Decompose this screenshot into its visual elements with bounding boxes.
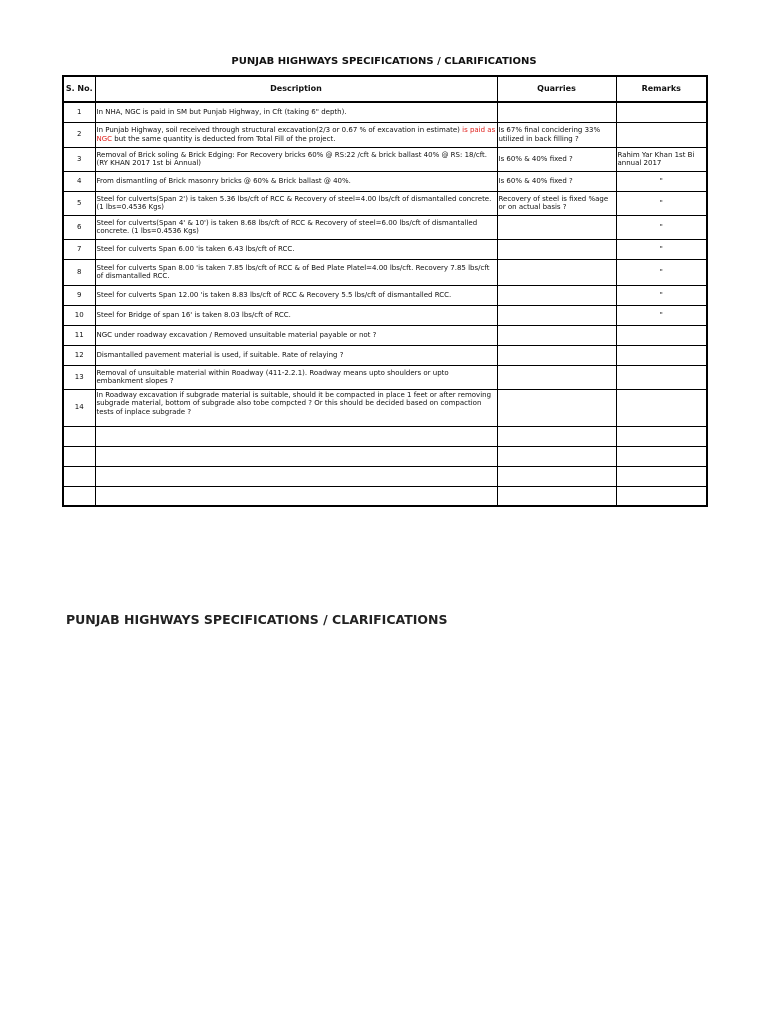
row-quarries xyxy=(497,305,616,325)
row-sno: 2 xyxy=(63,122,95,147)
row-description: Steel for culverts(Span 4' & 10') is taken 8.68 lbs/cft of RCC & Recovery of steel=6.00 lbs/cft of dismantalled concrete. (1 lbs=0.4536 Kgs) xyxy=(95,215,497,239)
row-description: In Roadway excavation if subgrade material is suitable, should it be compacted in place 1 feet or after removing subgrade material, bottom of subgrade also tobe compcted ? Or this should be decided based on compaction tests of inplace subgrade ? xyxy=(95,389,497,426)
table-row xyxy=(63,305,707,325)
row-sno: 1 xyxy=(63,102,95,122)
row-description: Dismantalled pavement material is used, if suitable. Rate of relaying ? xyxy=(95,345,497,365)
empty-row xyxy=(63,466,707,486)
row-sno: 6 xyxy=(63,215,95,239)
row-description: Steel for culverts(Span 2') is taken 5.36 lbs/cft of RCC & Recovery of steel=4.00 lbs/cft of dismantalled concrete.(1 lbs=0.4536 Kgs) xyxy=(95,191,497,215)
row-description: Steel for culverts Span 12.00 'is taken 8.83 lbs/cft of RCC & Recovery 5.5 lbs/cft of dismantalled RCC. xyxy=(95,285,497,305)
table-row xyxy=(63,389,707,426)
row-description: Removal of Brick soling & Brick Edging: For Recovery bricks 60% @ RS:22 /cft & brick ballast 40% @ RS: 18/cft. (RY KHAN 2017 1st bi Annual) xyxy=(95,147,497,171)
row-description: Steel for culverts Span 8.00 'is taken 7.85 lbs/cft of RCC & of Bed Plate Platel=4.00 lbs/cft. Recovery 7.85 lbs/cft of dismantalled RCC. xyxy=(95,259,497,285)
header-description: Description xyxy=(95,76,497,102)
table-row xyxy=(63,259,707,285)
row-description: In NHA, NGC is paid in SM but Punjab Highway, in Cft (taking 6" depth). xyxy=(95,102,497,122)
sheet-title: PUNJAB HIGHWAYS SPECIFICATIONS / CLARIFICATIONS xyxy=(231,56,537,67)
row-description: Steel for Bridge of span 16' is taken 8.03 lbs/cft of RCC. xyxy=(95,305,497,325)
row-remarks: " xyxy=(616,215,707,239)
description-text: but the same quantity is deducted from Total Fill of the project. xyxy=(112,134,336,143)
row-description: From dismantling of Brick masonry bricks @ 60% & Brick ballast @ 40%. xyxy=(95,171,497,191)
row-remarks: " xyxy=(616,305,707,325)
row-quarries xyxy=(497,102,616,122)
empty-row xyxy=(63,446,707,466)
row-sno: 14 xyxy=(63,389,95,426)
row-sno: 13 xyxy=(63,365,95,389)
row-remarks xyxy=(616,365,707,389)
row-description: NGC under roadway excavation / Removed unsuitable material payable or not ? xyxy=(95,325,497,345)
row-remarks: " xyxy=(616,285,707,305)
description-highlight: is paid as NGC xyxy=(96,126,496,143)
header-row xyxy=(63,76,707,102)
table-row xyxy=(63,122,707,147)
row-sno: 8 xyxy=(63,259,95,285)
header-quarries: Quarries xyxy=(497,76,616,102)
row-sno: 11 xyxy=(63,325,95,345)
table-row xyxy=(63,147,707,171)
row-sno: 5 xyxy=(63,191,95,215)
row-remarks xyxy=(616,389,707,426)
row-sno: 10 xyxy=(63,305,95,325)
description-text: In Punjab Highway, soil received through structural excavation(2/3 or 0.67 % of excavation in estimate) xyxy=(96,126,463,134)
row-sno: 9 xyxy=(63,285,95,305)
row-sno: 3 xyxy=(63,147,95,171)
row-quarries xyxy=(497,215,616,239)
table-row xyxy=(63,191,707,215)
sheet-title-secondary: PUNJAB HIGHWAYS SPECIFICATIONS / CLARIFICATIONS xyxy=(66,612,448,627)
row-description: Steel for culverts Span 6.00 'is taken 6.43 lbs/cft of RCC. xyxy=(95,239,497,259)
row-remarks: " xyxy=(616,191,707,215)
row-quarries: Is 67% final concidering 33% utilized in back filling ? xyxy=(497,122,616,147)
row-quarries xyxy=(497,389,616,426)
table-row xyxy=(63,102,707,122)
table-row xyxy=(63,171,707,191)
row-sno: 4 xyxy=(63,171,95,191)
row-remarks: " xyxy=(616,239,707,259)
empty-row xyxy=(63,426,707,446)
row-remarks xyxy=(616,325,707,345)
row-quarries: Is 60% & 40% fixed ? xyxy=(497,171,616,191)
table-row xyxy=(63,345,707,365)
table-row xyxy=(63,325,707,345)
row-description xyxy=(95,122,497,147)
row-sno: 12 xyxy=(63,345,95,365)
row-quarries xyxy=(497,365,616,389)
table-row xyxy=(63,239,707,259)
table-row xyxy=(63,365,707,389)
row-quarries xyxy=(497,345,616,365)
table-row xyxy=(63,215,707,239)
row-remarks xyxy=(616,345,707,365)
row-quarries xyxy=(497,325,616,345)
empty-row xyxy=(63,486,707,506)
row-quarries xyxy=(497,259,616,285)
header-sno: S. No. xyxy=(63,76,95,102)
row-remarks xyxy=(616,102,707,122)
row-description: Removal of unsuitable material within Roadway (411-2.2.1). Roadway means upto shoulders or upto embankment slopes ? xyxy=(95,365,497,389)
row-remarks: " xyxy=(616,259,707,285)
header-remarks: Remarks xyxy=(616,76,707,102)
row-quarries xyxy=(497,285,616,305)
clarifications-table xyxy=(62,75,708,507)
row-remarks: Rahim Yar Khan 1st Bi annual 2017 xyxy=(616,147,707,171)
row-sno: 7 xyxy=(63,239,95,259)
row-remarks: " xyxy=(616,171,707,191)
table-row xyxy=(63,285,707,305)
row-remarks xyxy=(616,122,707,147)
row-quarries: Recovery of steel is fixed %age or on actual basis ? xyxy=(497,191,616,215)
row-quarries: Is 60% & 40% fixed ? xyxy=(497,147,616,171)
row-quarries xyxy=(497,239,616,259)
